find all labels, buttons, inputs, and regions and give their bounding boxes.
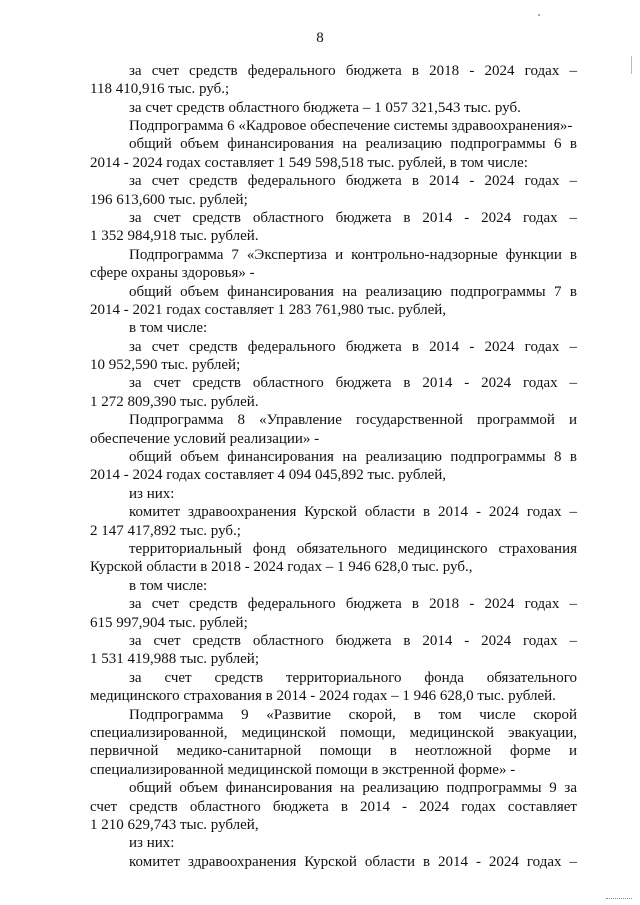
text-line: в том числе: — [129, 578, 208, 594]
text-line: обеспечение условий реализации» - — [90, 431, 320, 447]
text-line: общий объем финансирования на реализацию подпрограммы 9 за — [129, 780, 577, 796]
text-line: за счет средств федерального бюджета в 2014 - 2024 годах – — [129, 173, 577, 189]
text-line: 1 272 809,390 тыс. рублей. — [90, 394, 259, 410]
text-line: 118 410,916 тыс. руб.; — [90, 81, 230, 97]
text-line: общий объем финансирования на реализацию подпрограммы 6 в — [129, 136, 577, 152]
text-line: за счет средств федерального бюджета в 2018 - 2024 годах – — [129, 63, 577, 79]
text-line: за счет средств областного бюджета в 2014 - 2024 годах – — [129, 633, 577, 649]
text-line: 196 613,600 тыс. рублей; — [90, 192, 248, 208]
text-line: сфере охраны здоровья» - — [90, 265, 255, 281]
text-line: за счет средств областного бюджета в 2014 - 2024 годах – — [129, 210, 577, 226]
text-line: общий объем финансирования на реализацию подпрограммы 8 в — [129, 449, 577, 465]
text-line: из них: — [129, 486, 175, 502]
scan-edge-mark — [631, 56, 632, 74]
text-line: комитет здравоохранения Курской области в 2014 - 2024 годах – — [129, 854, 577, 870]
text-line: из них: — [129, 835, 175, 851]
page-number: 8 — [316, 30, 324, 46]
text-line: Подпрограмма 9 «Развитие скорой, в том числе скорой — [129, 707, 577, 723]
text-line: 2014 - 2021 годах составляет 1 283 761,980 тыс. рублей, — [90, 302, 447, 318]
text-line: медицинского страхования в 2014 - 2024 годах – 1 946 628,0 тыс. рублей. — [90, 688, 556, 704]
text-line: 1 531 419,988 тыс. рублей; — [90, 651, 259, 667]
text-line: счет средств областного бюджета в 2014 - 2024 годах составляет — [90, 799, 577, 815]
text-line: 1 352 984,918 тыс. рублей. — [90, 228, 259, 244]
text-line: первичной медико-санитарной помощи в неотложной форме и — [90, 743, 577, 759]
text-line: в том числе: — [129, 320, 208, 336]
text-line: специализированной, медицинской помощи, медицинской эвакуации, — [90, 725, 577, 741]
text-line: за счет средств территориального фонда обязательного — [129, 670, 577, 686]
text-line: за счет средств федерального бюджета в 2014 - 2024 годах – — [129, 339, 577, 355]
text-line: 2014 - 2024 годах составляет 1 549 598,518 тыс. рублей, в том числе: — [90, 155, 528, 171]
text-line: Подпрограмма 8 «Управление государственной программой и — [129, 412, 577, 428]
scan-dotted-mark — [606, 898, 632, 900]
text-line: общий объем финансирования на реализацию подпрограммы 7 в — [129, 284, 577, 300]
text-line: Подпрограмма 6 «Кадровое обеспечение системы здравоохранения»- — [129, 118, 573, 134]
text-line: 10 952,590 тыс. рублей; — [90, 357, 241, 373]
text-line: за счет средств областного бюджета в 2014 - 2024 годах – — [129, 375, 577, 391]
text-line: специализированной медицинской помощи в экстренной форме» - — [90, 762, 516, 778]
text-line: комитет здравоохранения Курской области в 2014 - 2024 годах – — [129, 504, 577, 520]
text-line: за счет средств областного бюджета – 1 057 321,543 тыс. руб. — [129, 100, 521, 116]
text-line: 2014 - 2024 годах составляет 4 094 045,892 тыс. рублей, — [90, 467, 447, 483]
text-line: территориальный фонд обязательного медицинского страхования — [129, 541, 577, 557]
text-line: за счет средств федерального бюджета в 2018 - 2024 годах – — [129, 596, 577, 612]
text-line: Курской области в 2018 - 2024 годах – 1 946 628,0 тыс. руб., — [90, 559, 473, 575]
text-line: 1 210 629,743 тыс. рублей, — [90, 817, 259, 833]
scan-speck — [538, 14, 540, 16]
text-line: 615 997,904 тыс. рублей; — [90, 615, 248, 631]
text-line: Подпрограмма 7 «Экспертиза и контрольно-надзорные функции в — [129, 247, 577, 263]
text-line: 2 147 417,892 тыс. руб.; — [90, 523, 241, 539]
